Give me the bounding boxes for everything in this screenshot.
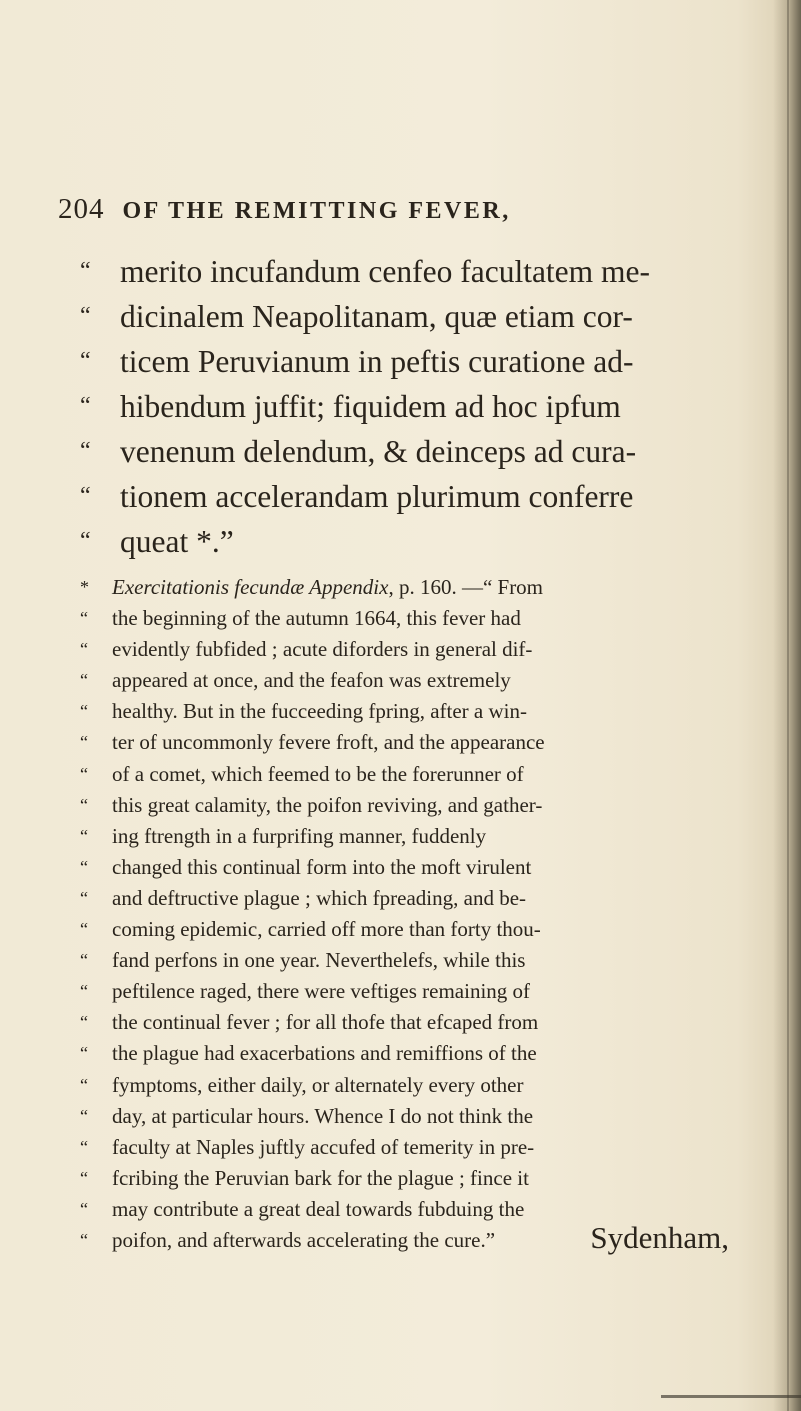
footnote-line-text: day, at particular hours. Whence I do not think the <box>112 1103 534 1128</box>
footnote-line <box>80 634 770 665</box>
footnote-line <box>80 790 770 821</box>
quote-mark: “ <box>80 732 88 753</box>
quote-mark: “ <box>80 303 91 329</box>
footnote-line-text: ing ftrength in a furprifing manner, fuddenly <box>112 823 487 848</box>
footnote-line-text: peftilence raged, there were veftiges remaining of <box>112 979 531 1004</box>
quote-mark: “ <box>80 438 91 464</box>
footnote-line <box>80 696 770 727</box>
footnote-line-text: the plague had exacerbations and remiffions of the <box>112 1041 537 1066</box>
quote-mark: “ <box>80 950 88 971</box>
footnote-intro-line <box>80 572 770 603</box>
book-gutter-line <box>787 0 789 1411</box>
footnote-line-text: coming epidemic, carried off more than forty thou- <box>112 917 541 942</box>
quote-line <box>80 249 780 294</box>
footnote-line-text: healthy. But in the fucceeding fpring, after a win- <box>112 699 527 724</box>
footnote-line-text: fymptoms, either daily, or alternately every other <box>112 1072 524 1097</box>
footnote-page-ref: , p. 160. <box>388 575 457 599</box>
quote-line-text: tionem accelerandam plurimum conferre <box>120 479 634 514</box>
quote-line-text: queat *.” <box>120 524 234 559</box>
quote-mark: “ <box>80 1074 88 1095</box>
quote-line <box>80 339 780 384</box>
footnote-line-text: poifon, and afterwards accelerating the cure.” <box>112 1227 496 1252</box>
page-bottom-shadow <box>661 1395 801 1398</box>
footnote-star: * <box>80 577 89 597</box>
quote-line-text: ticem Peruvianum in peftis curatione ad- <box>120 344 634 379</box>
footnote-line <box>80 759 770 790</box>
footnote-line-text: evidently fubfided ; acute diforders in general dif- <box>112 637 533 662</box>
quote-mark: “ <box>80 348 91 374</box>
footnote-line <box>80 727 770 758</box>
footnote-line <box>80 1163 770 1194</box>
quote-mark: “ <box>80 670 88 691</box>
footnote-line-text: fand perfons in one year. Neverthelefs, while this <box>112 948 526 973</box>
quote-line <box>80 294 780 339</box>
quote-mark: “ <box>80 1229 88 1250</box>
footnote-line-text: and deftructive plague ; which fpreading, and be- <box>112 885 527 910</box>
footnote-line-text: this great calamity, the poifon reviving, and gather- <box>112 792 543 817</box>
page-number: 204 <box>58 193 105 225</box>
footnote-source-title: Exercitationis fecundæ Appendix <box>112 575 389 599</box>
quote-mark: “ <box>80 528 91 554</box>
quote-line-text: dicinalem Neapolitanam, quæ etiam cor- <box>120 299 633 334</box>
latin-quotation <box>80 249 780 564</box>
footnote-line <box>80 1132 770 1163</box>
quote-mark: “ <box>80 887 88 908</box>
quote-mark: “ <box>80 393 91 419</box>
footnote-line <box>80 603 770 634</box>
footnote <box>80 572 770 1256</box>
quote-mark: “ <box>80 483 91 509</box>
quote-mark: “ <box>80 258 91 284</box>
quote-line-text: merito incufandum cenfeo facultatem me- <box>120 254 651 289</box>
footnote-line-text: changed this continual form into the moft virulent <box>112 854 532 879</box>
quote-line-text: hibendum juffit; fiquidem ad hoc ipfum <box>120 389 621 424</box>
footnote-line <box>80 665 770 696</box>
running-title: OF THE REMITTING FEVER, <box>122 198 511 224</box>
quote-mark: “ <box>80 825 88 846</box>
quote-mark: “ <box>80 1012 88 1033</box>
footnote-intro-rest: —“ From <box>456 575 544 599</box>
quote-mark: “ <box>80 639 88 660</box>
quote-line <box>80 429 780 474</box>
quote-mark: “ <box>80 608 88 629</box>
footnote-citation <box>112 572 543 603</box>
quote-mark: “ <box>80 794 88 815</box>
footnote-line <box>80 883 770 914</box>
footnote-line <box>80 945 770 976</box>
catchword: Sydenham, <box>590 1220 729 1255</box>
footnote-line-text: may contribute a great deal towards fubduing the <box>112 1196 525 1221</box>
footnote-line-text: ter of uncommonly fevere froft, and the appearance <box>112 730 545 755</box>
footnote-line-text: of a comet, which feemed to be the forerunner of <box>112 761 524 786</box>
quote-line-text: venenum delendum, & deinceps ad cura- <box>120 434 637 469</box>
quote-mark: “ <box>80 1043 88 1064</box>
footnote-line <box>80 1070 770 1101</box>
footnote-line <box>80 1007 770 1038</box>
footnote-line <box>80 976 770 1007</box>
quote-mark: “ <box>80 1105 88 1126</box>
quote-mark: “ <box>80 856 88 877</box>
quote-line <box>80 519 780 564</box>
quote-mark: “ <box>80 763 88 784</box>
quote-mark: “ <box>80 981 88 1002</box>
footnote-line-text: the beginning of the autumn 1664, this fever had <box>112 606 521 631</box>
footnote-line <box>80 1038 770 1069</box>
quote-mark: “ <box>80 919 88 940</box>
quote-line <box>80 474 780 519</box>
footnote-line-text: appeared at once, and the feafon was extremely <box>112 668 511 693</box>
quote-mark: “ <box>80 1167 88 1188</box>
footnote-line <box>80 1101 770 1132</box>
footnote-line-text: faculty at Naples juftly accufed of temerity in pre- <box>112 1134 535 1159</box>
footnote-line <box>80 821 770 852</box>
quote-mark: “ <box>80 1198 88 1219</box>
quote-line <box>80 384 780 429</box>
quote-mark: “ <box>80 701 88 722</box>
footnote-line <box>80 914 770 945</box>
footnote-line <box>80 852 770 883</box>
footnote-line-text: the continual fever ; for all thofe that efcaped from <box>112 1010 539 1035</box>
running-header <box>58 193 618 227</box>
footnote-line-text: fcribing the Peruvian bark for the plague ; fince it <box>112 1165 529 1190</box>
quote-mark: “ <box>80 1136 88 1157</box>
